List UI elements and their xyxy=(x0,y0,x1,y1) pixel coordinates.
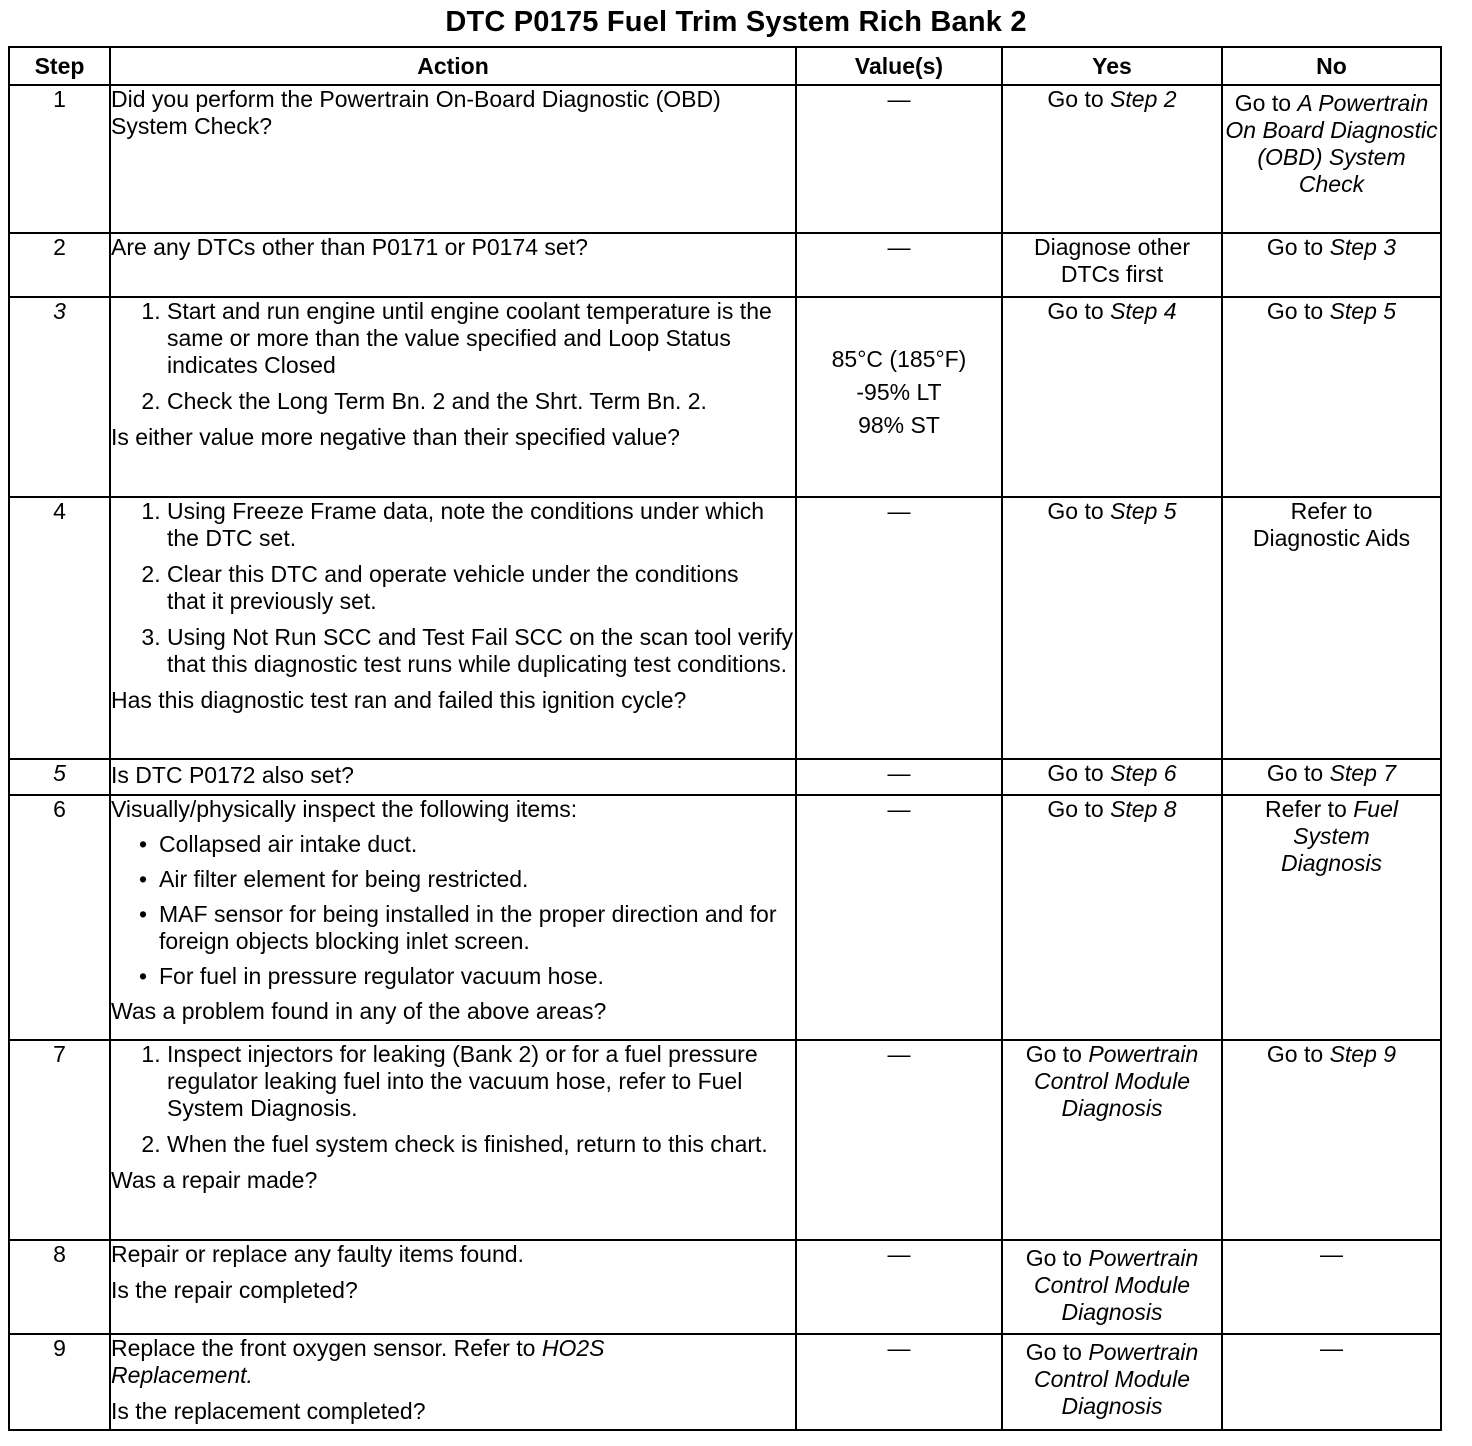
header-step: Step xyxy=(9,47,110,85)
yes-prefix: Go to xyxy=(1047,298,1111,324)
header-row xyxy=(9,47,1441,85)
bullet-item: • MAF sensor for being installed in the proper direction and for foreign objects blocking inlet screen. xyxy=(159,901,795,955)
no-cell xyxy=(1222,233,1441,297)
action-question: Is the replacement completed? xyxy=(111,1398,426,1424)
value-cell: — xyxy=(796,1240,1002,1334)
no-prefix: Go to xyxy=(1234,90,1298,116)
no-prefix: Go to xyxy=(1266,760,1330,786)
no-ref: Step 9 xyxy=(1329,1041,1397,1067)
action-cell xyxy=(110,233,796,297)
action-cell xyxy=(110,1040,796,1240)
table-row xyxy=(9,85,1441,233)
step-number: 9 xyxy=(9,1334,110,1430)
step-number: 6 xyxy=(9,795,110,1040)
value-temp: 85°C (185°F) xyxy=(831,346,967,372)
value-cell: — xyxy=(796,497,1002,759)
yes-prefix: Go to xyxy=(1047,760,1111,786)
value-cell: — xyxy=(796,1040,1002,1240)
no-cell: Refer to Diagnostic Aids xyxy=(1222,497,1441,759)
table-row xyxy=(9,1040,1441,1240)
action-cell xyxy=(110,1334,796,1430)
yes-cell xyxy=(1002,759,1222,795)
header-no: No xyxy=(1222,47,1441,85)
no-prefix: Refer to xyxy=(1265,796,1354,822)
action-cell xyxy=(110,759,796,795)
action-cell xyxy=(110,1240,796,1334)
yes-cell xyxy=(1002,497,1222,759)
action-text xyxy=(111,1335,795,1389)
no-cell: — xyxy=(1222,1240,1441,1334)
yes-ref: Step 4 xyxy=(1110,298,1177,324)
bullet-item: • Air filter element for being restricted. xyxy=(159,866,795,893)
yes-ref: Step 8 xyxy=(1110,796,1177,822)
diagnostic-table xyxy=(8,46,1442,1431)
table-row xyxy=(9,497,1441,759)
yes-prefix: Go to xyxy=(1025,1339,1089,1365)
step-number: 5 xyxy=(9,759,110,795)
no-prefix: Go to xyxy=(1266,1041,1330,1067)
no-cell: — xyxy=(1222,1334,1441,1430)
bullet-item: • Collapsed air intake duct. xyxy=(159,831,795,858)
action-step-item: 2. When the fuel system check is finished, return to this chart. xyxy=(167,1131,795,1158)
action-text: Is DTC P0172 also set? xyxy=(111,762,354,788)
yes-cell: Diagnose other DTCs first xyxy=(1002,233,1222,297)
header-action: Action xyxy=(110,47,796,85)
yes-cell xyxy=(1002,297,1222,497)
step-number: 7 xyxy=(9,1040,110,1240)
action-steps xyxy=(111,498,795,678)
table-row xyxy=(9,1240,1441,1334)
yes-prefix: Go to xyxy=(1025,1245,1089,1271)
header-yes: Yes xyxy=(1002,47,1222,85)
yes-prefix: Go to xyxy=(1047,86,1111,112)
action-step-item: 2. Check the Long Term Bn. 2 and the Shrt. Term Bn. 2. xyxy=(167,388,795,415)
no-ref: A Powertrain On Board Diagnostic (OBD) System Check xyxy=(1225,90,1438,197)
action-cell xyxy=(110,297,796,497)
yes-cell xyxy=(1002,1334,1222,1430)
value-cell xyxy=(796,297,1002,497)
action-question: Is the repair completed? xyxy=(111,1277,358,1303)
action-cell xyxy=(110,497,796,759)
action-cell xyxy=(110,85,796,233)
no-ref: Step 5 xyxy=(1329,298,1397,324)
action-prefix: Replace the front oxygen sensor. Refer to xyxy=(111,1335,542,1361)
no-ref: Fuel System Diagnosis xyxy=(1281,796,1398,876)
action-steps xyxy=(111,1041,795,1158)
action-cell xyxy=(110,795,796,1040)
step-number: 3 xyxy=(9,297,110,497)
action-text: Are any DTCs other than P0171 or P0174 set? xyxy=(111,234,588,260)
yes-ref: Step 6 xyxy=(1110,760,1177,786)
table-row xyxy=(9,759,1441,795)
yes-prefix: Go to xyxy=(1047,498,1111,524)
action-text: Repair or replace any faulty items found. xyxy=(111,1241,524,1267)
no-ref: Step 3 xyxy=(1329,234,1397,260)
yes-ref: Powertrain Control Module Diagnosis xyxy=(1034,1245,1199,1325)
action-question: Is either value more negative than their specified value? xyxy=(111,424,680,450)
value-lt: -95% LT xyxy=(856,379,942,405)
step-number: 2 xyxy=(9,233,110,297)
table-row xyxy=(9,795,1441,1040)
yes-cell xyxy=(1002,1240,1222,1334)
yes-ref: Step 2 xyxy=(1110,86,1177,112)
yes-cell xyxy=(1002,1040,1222,1240)
action-steps xyxy=(111,298,795,415)
action-text: Did you perform the Powertrain On-Board Diagnostic (OBD) System Check? xyxy=(111,86,721,139)
no-prefix: Go to xyxy=(1266,234,1330,260)
table-row xyxy=(9,1334,1441,1430)
action-step-item: 1. Inspect injectors for leaking (Bank 2) or for a fuel pressure regulator leaking fuel into the vacuum hose, refer to Fuel System Diagnosis. xyxy=(167,1041,795,1122)
yes-ref: Powertrain Control Module Diagnosis xyxy=(1034,1041,1199,1121)
step-number: 4 xyxy=(9,497,110,759)
no-ref: Step 7 xyxy=(1329,760,1397,786)
yes-cell xyxy=(1002,795,1222,1040)
no-cell xyxy=(1222,759,1441,795)
value-cell: — xyxy=(796,233,1002,297)
no-cell xyxy=(1222,795,1441,1040)
action-ref: HO2S Replacement. xyxy=(111,1335,605,1388)
action-step-item: 2. Clear this DTC and operate vehicle under the conditions that it previously set. xyxy=(167,561,795,615)
step-number: 8 xyxy=(9,1240,110,1334)
yes-ref: Powertrain Control Module Diagnosis xyxy=(1034,1339,1199,1419)
action-question: Has this diagnostic test ran and failed this ignition cycle? xyxy=(111,687,687,713)
yes-cell xyxy=(1002,85,1222,233)
action-intro: Visually/physically inspect the following items: xyxy=(111,796,578,822)
header-values: Value(s) xyxy=(796,47,1002,85)
value-cell: — xyxy=(796,759,1002,795)
value-cell: — xyxy=(796,1334,1002,1430)
action-step-item: 3. Using Not Run SCC and Test Fail SCC on the scan tool verify that this diagnostic test runs while duplicating test conditions. xyxy=(167,624,795,678)
table-row xyxy=(9,233,1441,297)
no-cell xyxy=(1222,1040,1441,1240)
action-question: Was a problem found in any of the above areas? xyxy=(111,998,607,1024)
action-question: Was a repair made? xyxy=(111,1167,318,1193)
value-cell: — xyxy=(796,795,1002,1040)
action-step-item: 1. Start and run engine until engine coolant temperature is the same or more than the value specified and Loop Status indicates Closed xyxy=(167,298,795,379)
no-cell xyxy=(1222,85,1441,233)
table-row xyxy=(9,297,1441,497)
value-cell: — xyxy=(796,85,1002,233)
bullet-item: • For fuel in pressure regulator vacuum hose. xyxy=(159,963,795,990)
yes-prefix: Go to xyxy=(1025,1041,1089,1067)
no-prefix: Go to xyxy=(1266,298,1330,324)
action-bullets xyxy=(111,831,795,990)
value-st: 98% ST xyxy=(858,412,940,438)
no-cell xyxy=(1222,297,1441,497)
step-number: 1 xyxy=(9,85,110,233)
yes-prefix: Go to xyxy=(1047,796,1111,822)
action-step-item: 1. Using Freeze Frame data, note the conditions under which the DTC set. xyxy=(167,498,795,552)
yes-ref: Step 5 xyxy=(1110,498,1177,524)
page-title: DTC P0175 Fuel Trim System Rich Bank 2 xyxy=(445,6,1027,38)
